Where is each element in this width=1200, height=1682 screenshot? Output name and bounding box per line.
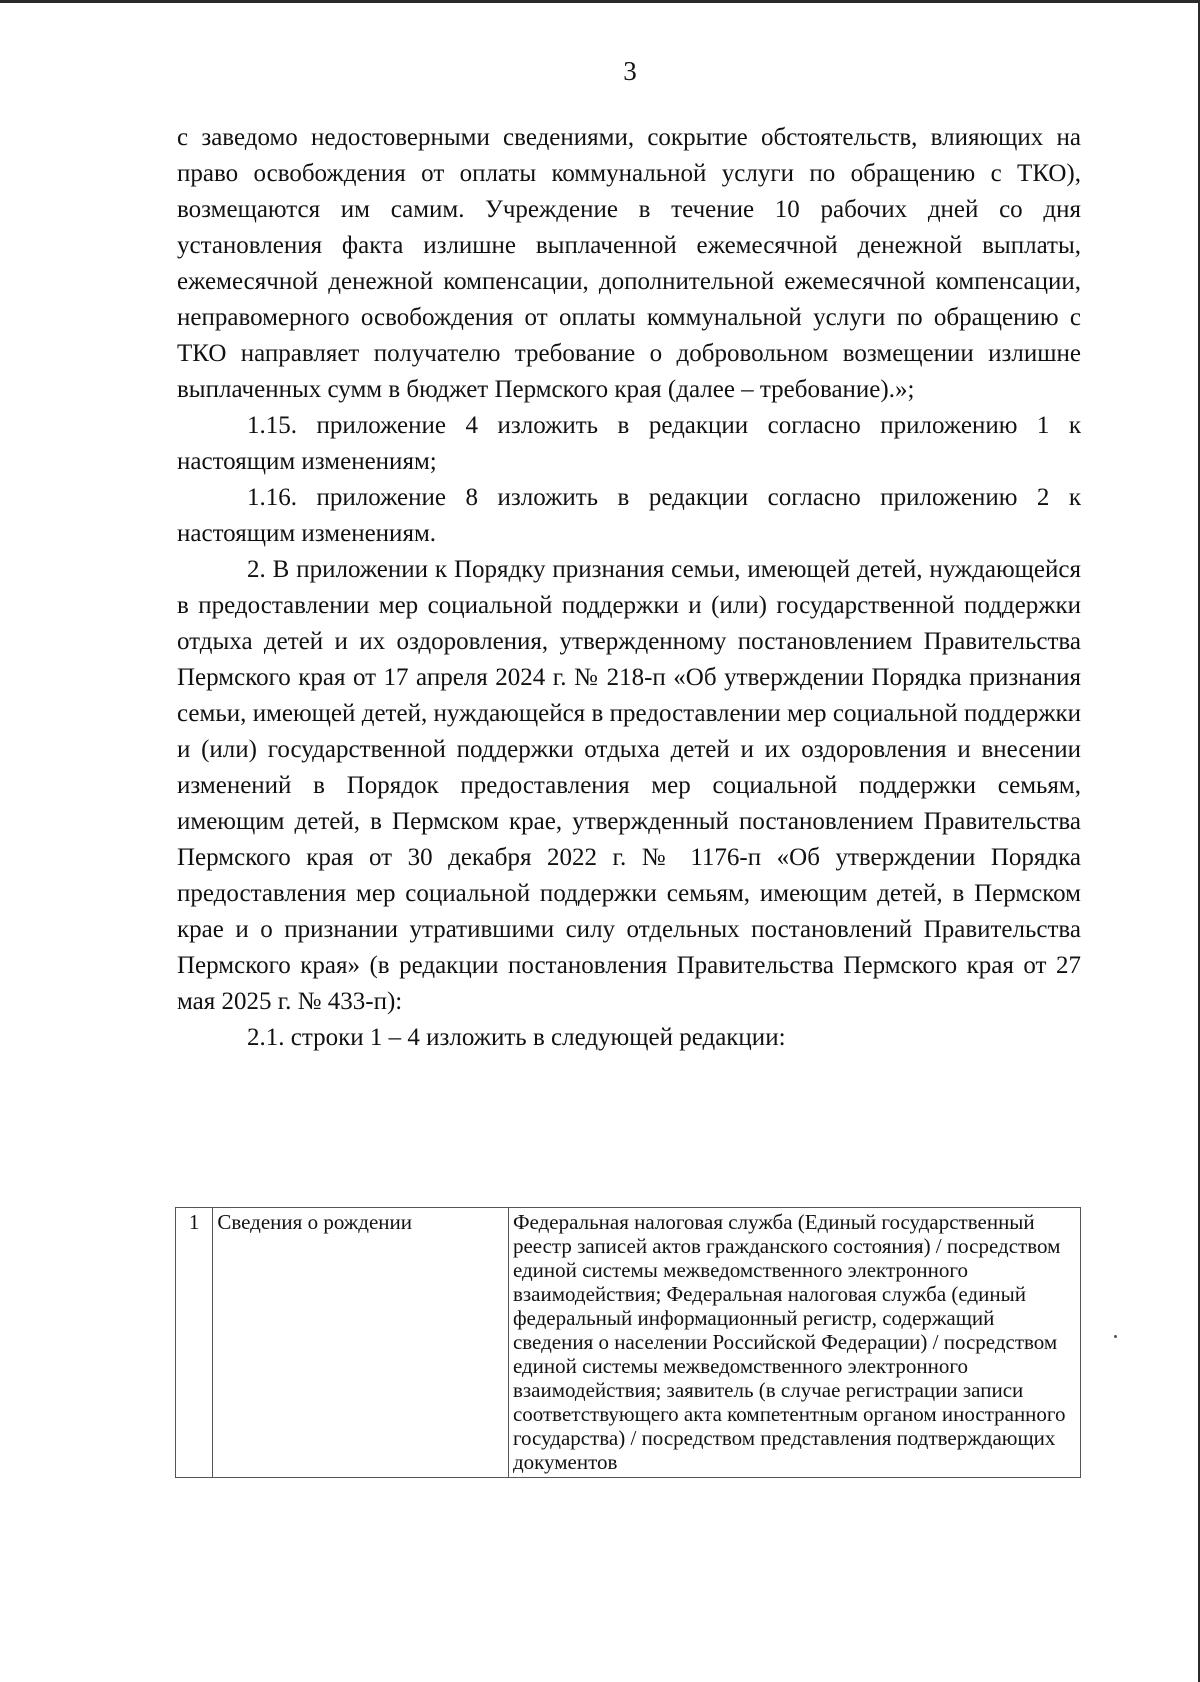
document-body [177,120,1081,1056]
scan-edge-top [0,0,1200,3]
paragraph-item-2: 2. В приложении к Порядку признания семьи, имеющей детей, нуждающейся в предоставлении мер социальной поддержки и (или) государственной поддержки отдыха детей и их оздоровления, утвержденному постановлением Правительства Пермского края от 17 апреля 2024 г. № 218-п «Об утверждении Порядка признания семьи, имеющей детей, нуждающейся в предоставлении мер социальной поддержки и (или) государственной поддержки отдыха детей и их оздоровления и внесении изменений в Порядок предоставления мер социальной поддержки семьям, имеющим детей, в Пермском крае, утвержденный постановлением Правительства Пермского края от 30 декабря 2022 г. № 1176-п «Об утверждении Порядка предоставления мер социальной поддержки семьям, имеющим детей, в Пермском крае и о признании утратившими силу отдельных постановлений Правительства Пермского края» (в редакции постановления Правительства Пермского края от 27 мая 2025 г. № 433-п): [177,556,1081,1015]
page-number: 3 [623,56,637,86]
table-row [176,1208,1081,1478]
paragraph-item-1-16: 1.16. приложение 8 изложить в редакции согласно приложению 2 к настоящим изменениям. [177,484,1081,547]
paragraph-item-2-1: 2.1. строки 1 – 4 изложить в следующей редакции: [247,1024,786,1051]
table-cell-source: Федеральная налоговая служба (Единый государственный реестр записей актов гражданского состояния) / посредством единой системы межведомственного электронного взаимодействия; Федеральная налоговая служба (единый федеральный информационный регистр, содержащий сведения о населении Российской Федерации) / посредством единой системы межведомственного электронного взаимодействия; заявитель (в случае регистрации записи соответствующего акта компетентным органом иностранного государства) / посредством представления подтверждающих документов [508,1208,1080,1478]
scan-speck [1114,1335,1117,1338]
paragraph-item-1-15: 1.15. приложение 4 изложить в редакции согласно приложению 1 к настоящим изменениям; [177,412,1081,475]
table-cell-name: Сведения о рождении [213,1208,509,1478]
table-cell-number: 1 [176,1208,213,1478]
paragraph-continuation: с заведомо недостоверными сведениями, сокрытие обстоятельств, влияющих на право освобождения от оплаты коммунальной услуги по обращению с ТКО), возмещаются им самим. Учреждение в течение 10 рабочих дней со дня установления факта излишне выплаченной ежемесячной денежной выплаты, ежемесячной денежной компенсации, дополнительной ежемесячной компенсации, неправомерного освобождения от оплаты коммунальной услуги по обращению с ТКО направляет получателю требование о добровольном возмещении излишне выплаченных сумм в бюджет Пермского края (далее – требование).»; [177,124,1081,403]
document-table [175,1207,1081,1478]
